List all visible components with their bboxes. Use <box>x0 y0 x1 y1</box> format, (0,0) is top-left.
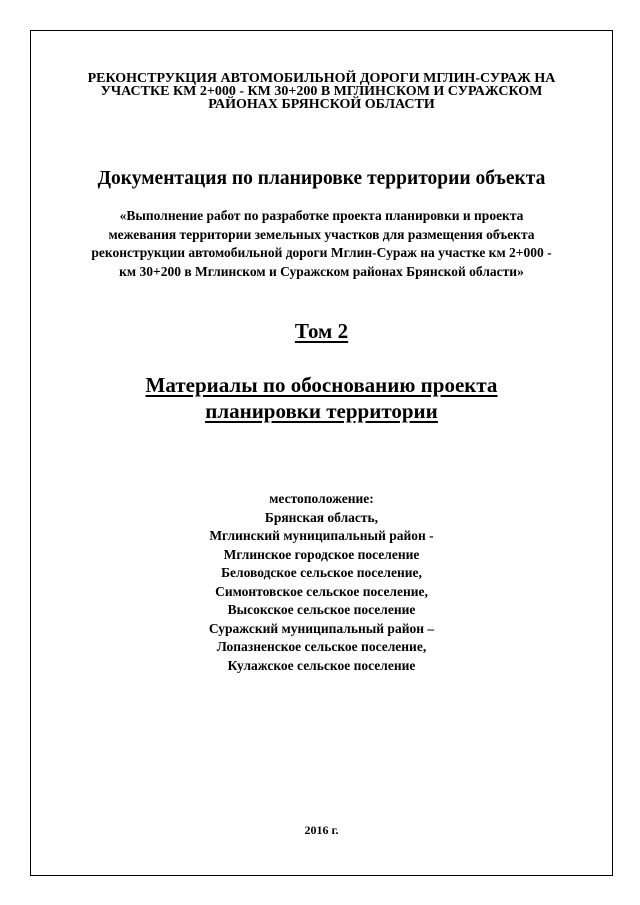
materials-line: планировки территории <box>205 399 438 423</box>
project-header <box>30 72 613 111</box>
location-line: Симонтовское сельское поселение, <box>215 583 428 599</box>
page-border <box>30 30 613 876</box>
materials-line: Материалы по обоснованию проекта <box>145 373 498 397</box>
volume-label: Том 2 <box>294 319 349 343</box>
location-line: Мглинское городское поселение <box>223 546 420 562</box>
header-line: РАЙОНАХ БРЯНСКОЙ ОБЛАСТИ <box>208 97 435 112</box>
subtitle-line: реконструкции автомобильной дороги Мглин-Сураж на участке км 2+000 - <box>91 245 552 260</box>
materials-heading <box>30 372 613 424</box>
location-line: Беловодское сельское поселение, <box>221 565 422 580</box>
volume-heading <box>30 318 613 344</box>
header-line: УЧАСТКЕ КМ 2+000 - КМ 30+200 В МГЛИНСКОМ И СУРАЖСКОМ <box>100 84 543 99</box>
subtitle-line: межевания территории земельных участков для размещения объекта <box>108 226 535 242</box>
location-block <box>30 490 613 675</box>
location-line: Мглинский муниципальный район - <box>209 528 434 543</box>
document-subtitle <box>30 207 613 281</box>
location-line: Высокское сельское поселение <box>227 602 416 617</box>
document-year: 2016 г. <box>304 823 339 837</box>
document-title: Документация по планировке территории объекта <box>97 168 546 189</box>
subtitle-line: км 30+200 в Мглинском и Суражском районах Брянской области» <box>119 263 524 279</box>
header-line: РЕКОНСТРУКЦИЯ АВТОМОБИЛЬНОЙ ДОРОГИ МГЛИН-СУРАЖ НА <box>87 71 556 86</box>
location-line: местоположение: <box>269 491 374 506</box>
location-line: Кулажское сельское поселение <box>227 657 416 673</box>
subtitle-line: «Выполнение работ по разработке проекта планировки и проекта <box>119 208 524 223</box>
location-line: Суражский муниципальный район – <box>208 620 435 636</box>
location-line: Брянская область, <box>264 509 379 525</box>
location-line: Лопазненское сельское поселение, <box>216 639 427 654</box>
